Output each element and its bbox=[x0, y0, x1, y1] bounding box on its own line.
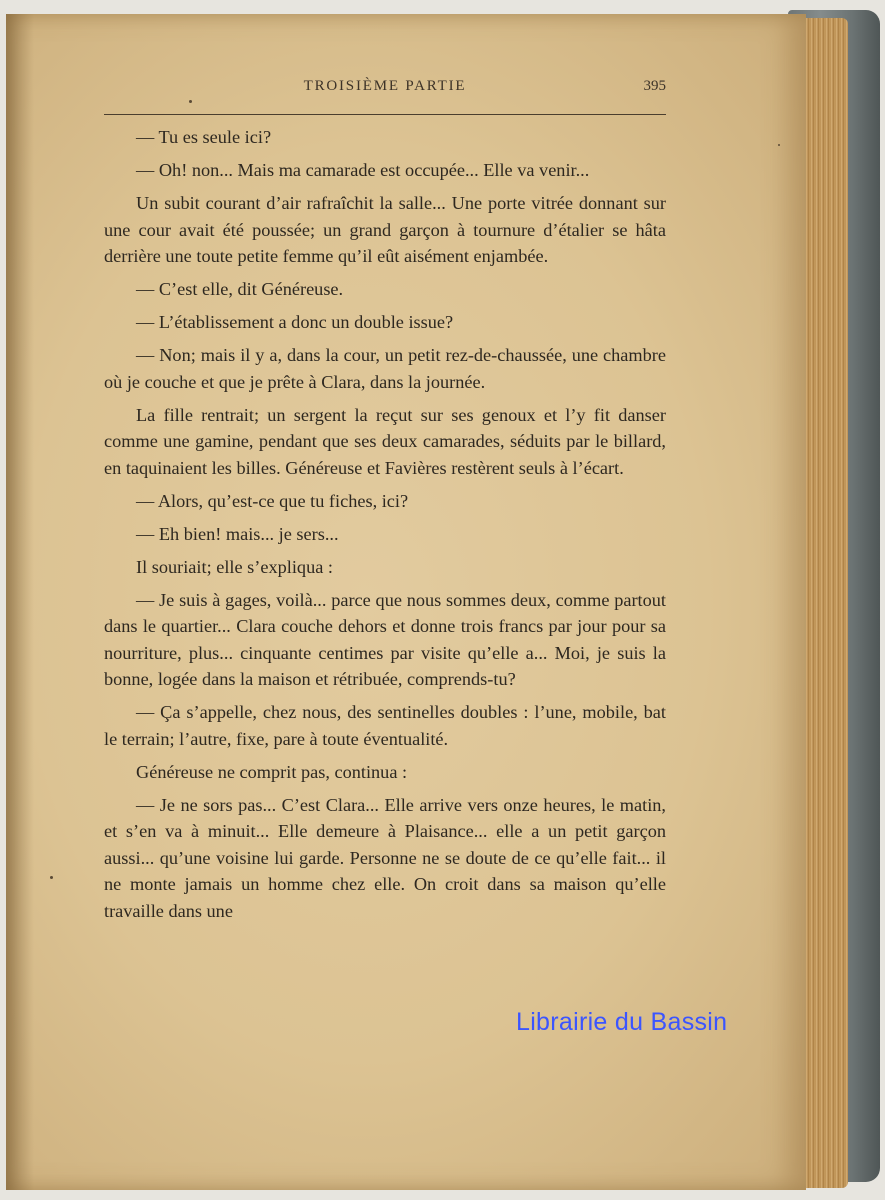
paragraph: — Oh! non... Mais ma camarade est occupée... Elle va venir... bbox=[136, 160, 590, 180]
page-number: 395 bbox=[643, 78, 666, 94]
paragraph: — C’est elle, dit Généreuse. bbox=[136, 279, 344, 299]
paragraph: — Alors, qu’est-ce que tu fiches, ici? bbox=[136, 490, 409, 511]
paragraph: Généreuse ne comprit pas, continua : bbox=[136, 761, 408, 782]
body-text bbox=[104, 124, 666, 931]
seller-watermark: Librairie du Bassin bbox=[516, 1008, 728, 1036]
paragraph: — Tu es seule ici? bbox=[136, 127, 272, 147]
paragraph: — Non; mais il y a, dans la cour, un petit rez-de-chaussée, une chambre où je couche et que je prête à Clara, dans la journée. bbox=[104, 345, 666, 392]
paragraph: Il souriait; elle s’expliqua : bbox=[136, 556, 333, 577]
paper-speck bbox=[778, 144, 780, 146]
paragraph: La fille rentrait; un sergent la reçut sur ses genoux et l’y fit danser comme une gamine, pendant que ses deux camarades, séduits par le billard, en taquinaient les billes. Généreuse et Favières restèrent seuls à l’écart. bbox=[104, 404, 666, 478]
paragraph: — Je ne sors pas... C’est Clara... Elle arrive vers onze heures, le matin, et s’en va à minuit... Elle demeure à Plaisance... elle a un petit garçon aussi... qu’une voisine lui garde. Personne ne se doute de ce qu’elle fait... il ne monte jamais un homme chez elle. On croit dans sa maison qu’elle travaille dans une bbox=[104, 794, 666, 921]
gutter-shadow bbox=[6, 14, 34, 1190]
paragraph: — Je suis à gages, voilà... parce que nous sommes deux, comme partout dans le quartier... Clara couche dehors et donne trois francs par jour pour sa nourriture, plus... cinquante centimes par visite qu’elle a... Moi, je suis la bonne, logée dans la maison et rétribuée, comprends-tu? bbox=[104, 589, 666, 689]
paragraph: — Ça s’appelle, chez nous, des sentinelles doubles : l’une, mobile, bat le terrain; l’autre, fixe, pare à toute éventualité. bbox=[104, 702, 666, 749]
paragraph: — L’établissement a donc un double issue? bbox=[136, 312, 454, 332]
paragraph: Un subit courant d’air rafraîchit la salle... Une porte vitrée donnant sur une cour avait été poussée; un grand garçon à tournure d’étalier se hâta derrière une toute petite femme qu’il eût aisément enjambée. bbox=[104, 193, 666, 266]
paper-speck bbox=[50, 876, 53, 879]
paragraph: — Eh bien! mais... je sers... bbox=[136, 523, 339, 544]
running-title: TROISIÈME PARTIE bbox=[303, 78, 467, 94]
running-header bbox=[104, 74, 666, 115]
